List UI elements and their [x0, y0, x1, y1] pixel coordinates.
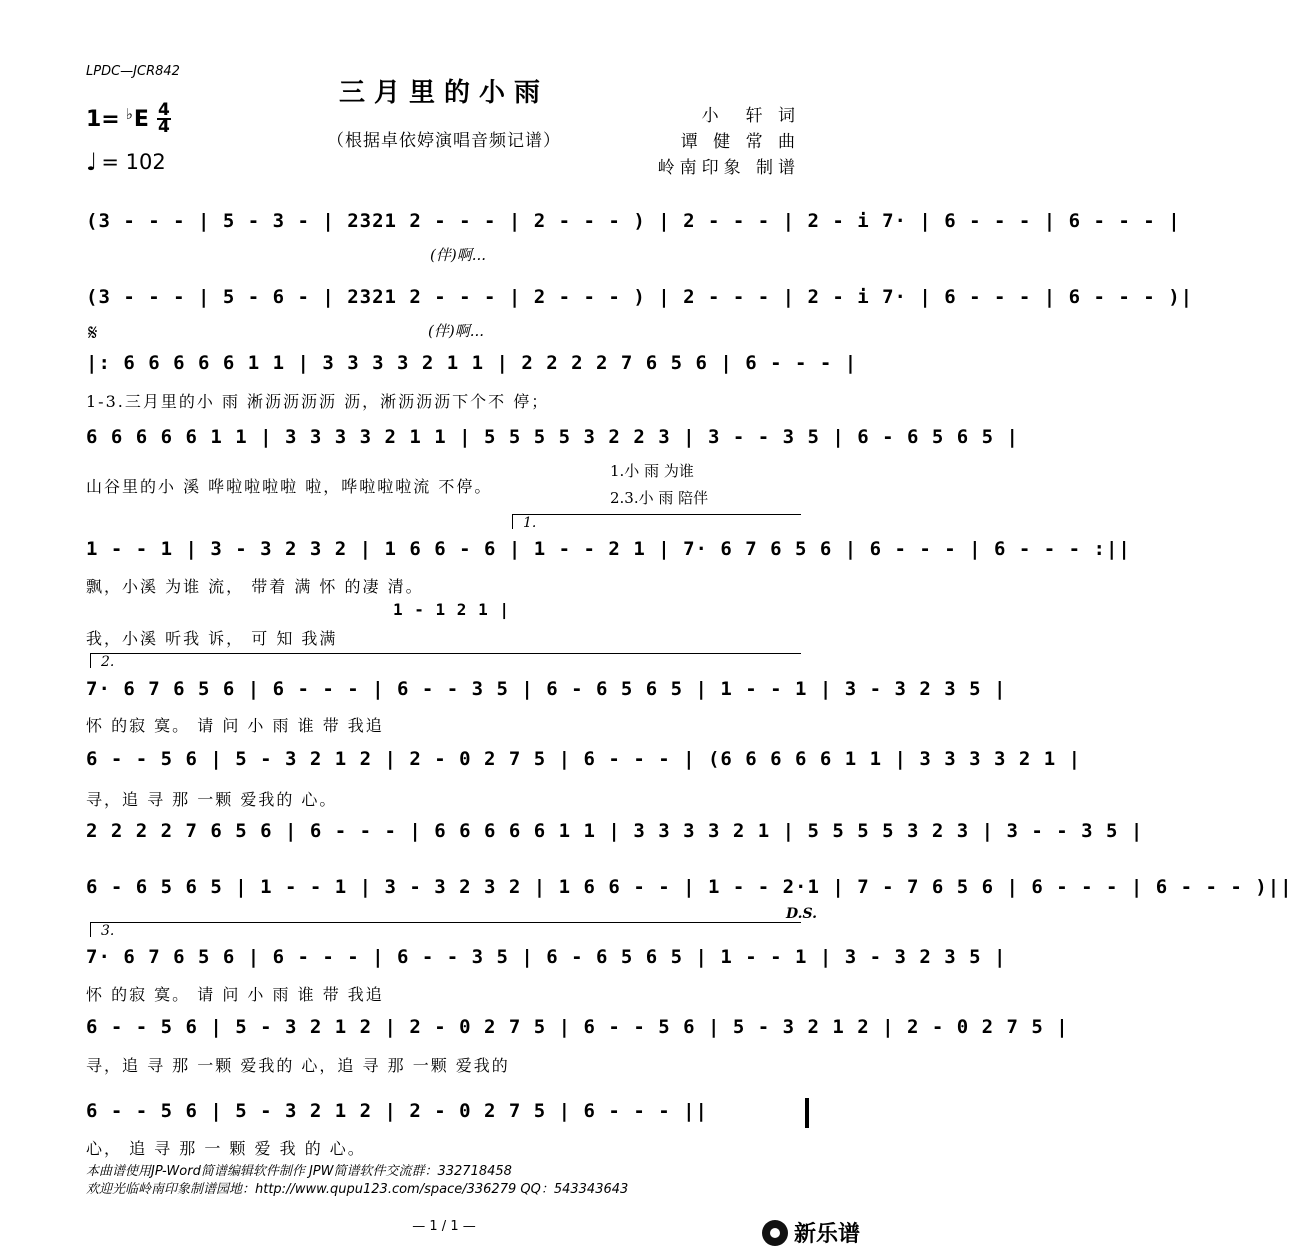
- lyric-line: 1-3.三月里的小 雨 淅沥沥沥沥 沥，淅沥沥沥下个不 停；: [86, 392, 550, 411]
- song-title: 三月里的小雨: [338, 78, 549, 108]
- quarter-note-icon: ♩: [86, 148, 98, 176]
- staff-row: (3 - - - | 5 - 3 - | 2321 2 - - - | 2 - - - ) | 2 - - - | 2 - i 7· | 6 - - - | 6 - - - |: [86, 210, 1181, 232]
- lyric-branch: 2.3.小 雨 陪伴: [610, 489, 709, 507]
- staff-row: 6 - - 5 6 | 5 - 3 2 1 2 | 2 - 0 2 7 5 | 6 - - 5 6 | 5 - 3 2 1 2 | 2 - 0 2 7 5 |: [86, 1016, 1069, 1038]
- staff-row: 1 - - 1 | 3 - 3 2 3 2 | 1 6 6 - 6 | 1 - - 2 1 | 7· 6 7 6 5 6 | 6 - - - | 6 - - - :||: [86, 538, 1131, 560]
- final-barline: [805, 1098, 809, 1128]
- composer-credit: 谭 健 常 曲: [680, 132, 800, 152]
- key-prefix: 1=: [86, 106, 120, 132]
- meter-bottom: 4: [157, 117, 170, 137]
- lyric-line: 怀 的寂 寞。 请 问 小 雨 谁 带 我追: [86, 985, 384, 1004]
- volta-label: 2.: [101, 654, 115, 670]
- score-code: LPDC—JCR842: [86, 64, 180, 79]
- footer-line: 欢迎光临岭南印象制谱园地：http://www.qupu123.com/space/336279 QQ：543343643: [86, 1182, 629, 1197]
- volta-label: 1.: [523, 515, 537, 531]
- record-icon: [762, 1220, 788, 1246]
- lyric-line: 飘，小溪 为谁 流， 带着 满 怀 的凄 清。: [86, 577, 424, 596]
- volta-bracket: [90, 653, 801, 668]
- page-number: — 1 / 1 —: [412, 1219, 476, 1234]
- lyric-line: 山谷里的小 溪 哗啦啦啦啦 啦，哗啦啦啦流 不停。: [86, 477, 493, 496]
- tempo-value: = 102: [101, 150, 166, 174]
- transcriber-credit: 岭南印象 制谱: [657, 158, 800, 178]
- song-subtitle: （根据卓依婷演唱音频记谱）: [327, 131, 561, 151]
- flat-sign: ♭: [125, 105, 133, 123]
- volta-bracket: [512, 514, 801, 529]
- lyric-line: 心， 追 寻 那 一 颗 爱 我 的 心。: [86, 1139, 366, 1158]
- key-note: E: [133, 106, 149, 132]
- meter-top: 4: [157, 100, 170, 120]
- staff-row: 7· 6 7 6 5 6 | 6 - - - | 6 - - 3 5 | 6 - 6 5 6 5 | 1 - - 1 | 3 - 3 2 3 5 |: [86, 946, 1007, 968]
- lyric-line: 怀 的寂 寞。 请 问 小 雨 谁 带 我追: [86, 716, 384, 735]
- segno-sign: 𝄋: [88, 321, 98, 346]
- lyric-line: 寻，追 寻 那 一颗 爱我的 心，追 寻 那 一颗 爱我的: [86, 1056, 510, 1075]
- accompaniment-note: (伴)啊...: [428, 322, 485, 340]
- site-logo: [762, 1217, 860, 1248]
- staff-row: 2 2 2 2 7 6 5 6 | 6 - - - | 6 6 6 6 6 1 1 | 3 3 3 3 2 1 | 5 5 5 5 3 2 3 | 3 - - 3 5 |: [86, 820, 1144, 842]
- tempo-marking: [86, 148, 166, 176]
- staff-row: 7· 6 7 6 5 6 | 6 - - - | 6 - - 3 5 | 6 - 6 5 6 5 | 1 - - 1 | 3 - 3 2 3 5 |: [86, 678, 1007, 700]
- staff-row: 6 - - 5 6 | 5 - 3 2 1 2 | 2 - 0 2 7 5 | 6 - - - ||: [86, 1100, 708, 1122]
- volta-bracket: [90, 922, 801, 937]
- lyric-line: 寻，追 寻 那 一颗 爱我的 心。: [86, 790, 338, 809]
- lyric-line: 我，小溪 听我 诉， 可 知 我满: [86, 629, 338, 648]
- staff-row: |: 6 6 6 6 6 1 1 | 3 3 3 3 2 1 1 | 2 2 2 2 7 6 5 6 | 6 - - - |: [86, 352, 858, 374]
- lyric-branch: 1.小 雨 为谁: [610, 462, 694, 480]
- ds-marking: D.S.: [786, 906, 818, 922]
- staff-row: 1 - 1 2 1 |: [393, 600, 510, 619]
- time-signature: [157, 100, 171, 137]
- staff-row: 6 - - 5 6 | 5 - 3 2 1 2 | 2 - 0 2 7 5 | 6 - - - | (6 6 6 6 6 1 1 | 3 3 3 3 2 1 |: [86, 748, 1082, 770]
- volta-label: 3.: [101, 923, 115, 939]
- lyricist-credit: 小 轩 词: [701, 106, 800, 126]
- logo-text: 新乐谱: [794, 1222, 861, 1247]
- staff-row: 6 - 6 5 6 5 | 1 - - 1 | 3 - 3 2 3 2 | 1 6 6 - - | 1 - - 2·1 | 7 - 7 6 5 6 | 6 - - - | 6 - - - )||: [86, 876, 1293, 898]
- key-signature: [86, 100, 171, 137]
- footer-line: 本曲谱使用JP-Word简谱编辑软件制作 JPW简谱软件交流群：332718458: [86, 1164, 512, 1179]
- staff-row: 6 6 6 6 6 1 1 | 3 3 3 3 2 1 1 | 5 5 5 5 3 2 2 3 | 3 - - 3 5 | 6 - 6 5 6 5 |: [86, 426, 1019, 448]
- staff-row: (3 - - - | 5 - 6 - | 2321 2 - - - | 2 - - - ) | 2 - - - | 2 - i 7· | 6 - - - | 6 - - - )|: [86, 286, 1194, 308]
- accompaniment-note: (伴)啊...: [430, 246, 487, 264]
